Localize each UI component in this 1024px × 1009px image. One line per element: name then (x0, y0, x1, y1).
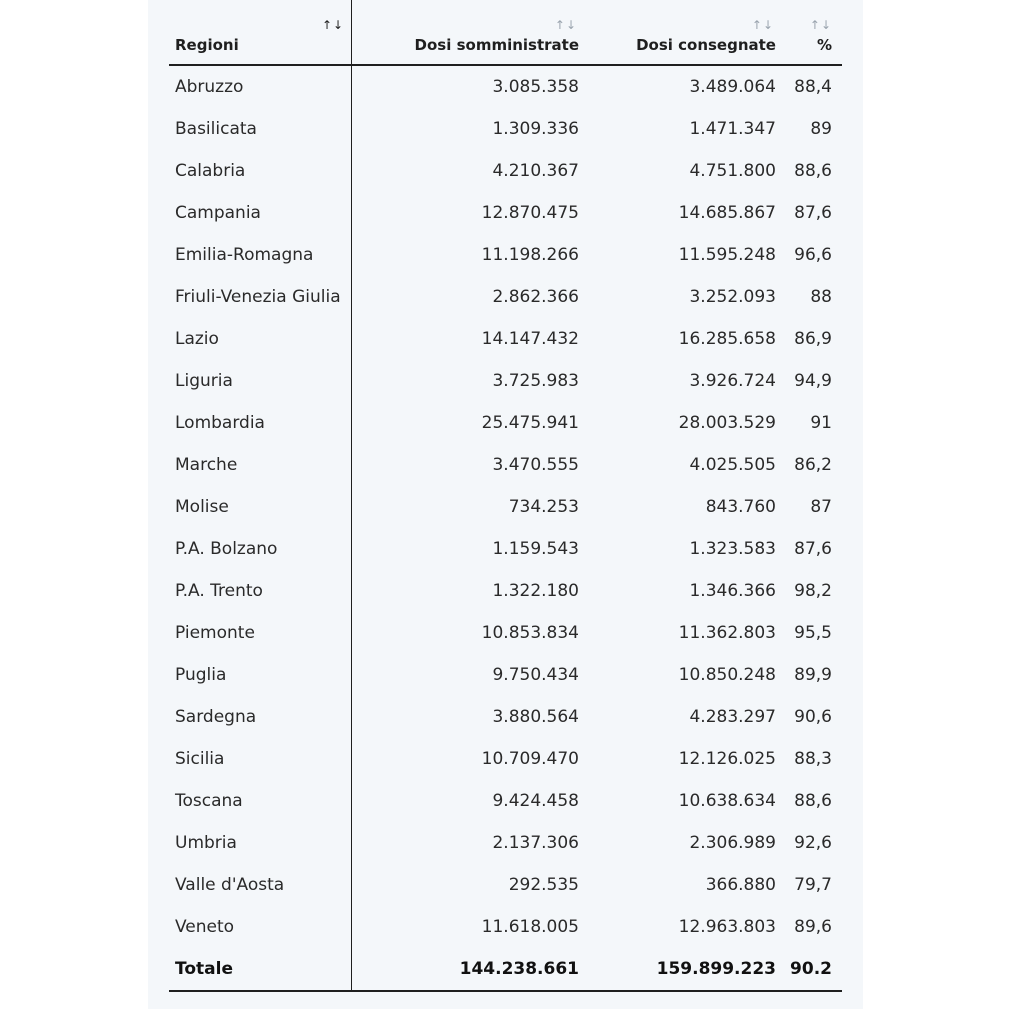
cell-dosi-consegnate: 1.323.583 (689, 539, 776, 559)
cell-dosi-consegnate: 843.760 (705, 497, 776, 517)
cell-dosi-consegnate: 11.595.248 (678, 245, 776, 265)
data-table-panel (148, 0, 863, 1009)
table-body (169, 65, 842, 991)
cell-dosi-consegnate: 3.252.093 (689, 287, 776, 307)
cell-region: Puglia (169, 654, 351, 696)
cell-dosi-consegnate: 14.685.867 (678, 203, 776, 223)
column-header-percent[interactable] (786, 0, 842, 65)
cell-percent: 88 (810, 287, 832, 307)
cell-percent: 89,9 (794, 665, 832, 685)
table-row (169, 570, 842, 612)
cell-dosi-somministrate: 9.750.434 (492, 665, 579, 685)
cell-dosi-consegnate: 12.963.803 (678, 917, 776, 937)
cell-dosi-somministrate: 10.853.834 (481, 623, 579, 643)
total-percent: 90.2 (786, 948, 842, 991)
cell-region: Toscana (169, 780, 351, 822)
cell-dosi-somministrate: 25.475.941 (481, 413, 579, 433)
table-row (169, 822, 842, 864)
table-row (169, 276, 842, 318)
sort-arrows-icon[interactable]: ↑↓ (322, 18, 345, 32)
cell-dosi-consegnate: 4.751.800 (689, 161, 776, 181)
cell-dosi-somministrate: 2.862.366 (492, 287, 579, 307)
cell-dosi-consegnate: 4.025.505 (689, 455, 776, 475)
cell-dosi-somministrate: 1.159.543 (492, 539, 579, 559)
cell-percent: 86,2 (794, 455, 832, 475)
cell-percent: 92,6 (794, 833, 832, 853)
table-row (169, 150, 842, 192)
cell-dosi-somministrate: 9.424.458 (492, 791, 579, 811)
cell-region: Abruzzo (169, 65, 351, 108)
cell-percent: 96,6 (794, 245, 832, 265)
cell-dosi-somministrate: 3.470.555 (492, 455, 579, 475)
cell-dosi-somministrate: 3.880.564 (492, 707, 579, 727)
cell-region: Calabria (169, 150, 351, 192)
cell-dosi-consegnate: 366.880 (705, 875, 776, 895)
cell-region: Friuli-Venezia Giulia (169, 276, 351, 318)
cell-dosi-somministrate: 3.085.358 (492, 77, 579, 97)
table-row (169, 612, 842, 654)
table-row (169, 360, 842, 402)
cell-dosi-somministrate: 292.535 (508, 875, 579, 895)
cell-percent: 79,7 (794, 875, 832, 895)
table-row (169, 528, 842, 570)
total-delivered: 159.899.223 (589, 948, 786, 991)
cell-dosi-consegnate: 4.283.297 (689, 707, 776, 727)
cell-percent: 88,6 (794, 791, 832, 811)
table-row (169, 444, 842, 486)
table-row (169, 738, 842, 780)
total-row (169, 948, 842, 991)
column-header-regioni[interactable] (169, 0, 351, 65)
cell-percent: 91 (810, 413, 832, 433)
cell-region: Campania (169, 192, 351, 234)
table-row (169, 486, 842, 528)
table-row (169, 65, 842, 108)
cell-region: Molise (169, 486, 351, 528)
cell-region: Umbria (169, 822, 351, 864)
cell-dosi-somministrate: 14.147.432 (481, 329, 579, 349)
cell-dosi-somministrate: 11.618.005 (481, 917, 579, 937)
cell-region: Sardegna (169, 696, 351, 738)
cell-percent: 87,6 (794, 203, 832, 223)
cell-percent: 95,5 (794, 623, 832, 643)
cell-dosi-consegnate: 10.638.634 (678, 791, 776, 811)
table-row (169, 192, 842, 234)
cell-percent: 90,6 (794, 707, 832, 727)
table-row (169, 318, 842, 360)
cell-dosi-consegnate: 1.346.366 (689, 581, 776, 601)
table-row (169, 402, 842, 444)
cell-dosi-consegnate: 28.003.529 (678, 413, 776, 433)
cell-region: Veneto (169, 906, 351, 948)
cell-dosi-consegnate: 12.126.025 (678, 749, 776, 769)
cell-region: Emilia-Romagna (169, 234, 351, 276)
cell-dosi-consegnate: 3.489.064 (689, 77, 776, 97)
vaccine-doses-table (169, 0, 842, 992)
cell-percent: 86,9 (794, 329, 832, 349)
cell-region: Valle d'Aosta (169, 864, 351, 906)
sort-arrows-icon[interactable]: ↑↓ (554, 18, 577, 32)
cell-dosi-consegnate: 3.926.724 (689, 371, 776, 391)
column-header-label: Regioni (175, 36, 239, 54)
table-row (169, 108, 842, 150)
sort-arrows-icon[interactable]: ↑↓ (751, 18, 774, 32)
cell-percent: 88,4 (794, 77, 832, 97)
cell-dosi-somministrate: 4.210.367 (492, 161, 579, 181)
sort-arrows-icon[interactable]: ↑↓ (809, 18, 832, 32)
table-row (169, 696, 842, 738)
column-header-label: % (816, 36, 832, 54)
cell-dosi-somministrate: 11.198.266 (481, 245, 579, 265)
cell-region: Piemonte (169, 612, 351, 654)
total-label: Totale (169, 948, 351, 991)
column-header-dosi-somministrate[interactable] (351, 0, 589, 65)
column-header-dosi-consegnate[interactable] (589, 0, 786, 65)
cell-dosi-somministrate: 2.137.306 (492, 833, 579, 853)
table-row (169, 864, 842, 906)
cell-percent: 88,6 (794, 161, 832, 181)
cell-dosi-somministrate: 10.709.470 (481, 749, 579, 769)
cell-region: P.A. Bolzano (169, 528, 351, 570)
cell-dosi-somministrate: 734.253 (508, 497, 579, 517)
cell-region: Liguria (169, 360, 351, 402)
cell-percent: 89 (810, 119, 832, 139)
column-header-label: Dosi somministrate (414, 36, 579, 54)
cell-dosi-consegnate: 11.362.803 (678, 623, 776, 643)
table-row (169, 906, 842, 948)
cell-region: P.A. Trento (169, 570, 351, 612)
cell-region: Marche (169, 444, 351, 486)
cell-dosi-consegnate: 2.306.989 (689, 833, 776, 853)
table-row (169, 234, 842, 276)
cell-region: Sicilia (169, 738, 351, 780)
table-row (169, 654, 842, 696)
cell-percent: 87 (810, 497, 832, 517)
cell-region: Basilicata (169, 108, 351, 150)
cell-region: Lazio (169, 318, 351, 360)
cell-percent: 98,2 (794, 581, 832, 601)
cell-percent: 94,9 (794, 371, 832, 391)
cell-percent: 89,6 (794, 917, 832, 937)
table-row (169, 780, 842, 822)
total-administered: 144.238.661 (351, 948, 589, 991)
column-header-label: Dosi consegnate (636, 36, 776, 54)
cell-dosi-consegnate: 10.850.248 (678, 665, 776, 685)
table-header (169, 0, 842, 65)
cell-dosi-somministrate: 1.322.180 (492, 581, 579, 601)
cell-dosi-somministrate: 12.870.475 (481, 203, 579, 223)
cell-region: Lombardia (169, 402, 351, 444)
cell-percent: 87,6 (794, 539, 832, 559)
cell-percent: 88,3 (794, 749, 832, 769)
header-row (169, 0, 842, 65)
cell-dosi-somministrate: 3.725.983 (492, 371, 579, 391)
cell-dosi-somministrate: 1.309.336 (492, 119, 579, 139)
cell-dosi-consegnate: 1.471.347 (689, 119, 776, 139)
cell-dosi-consegnate: 16.285.658 (678, 329, 776, 349)
